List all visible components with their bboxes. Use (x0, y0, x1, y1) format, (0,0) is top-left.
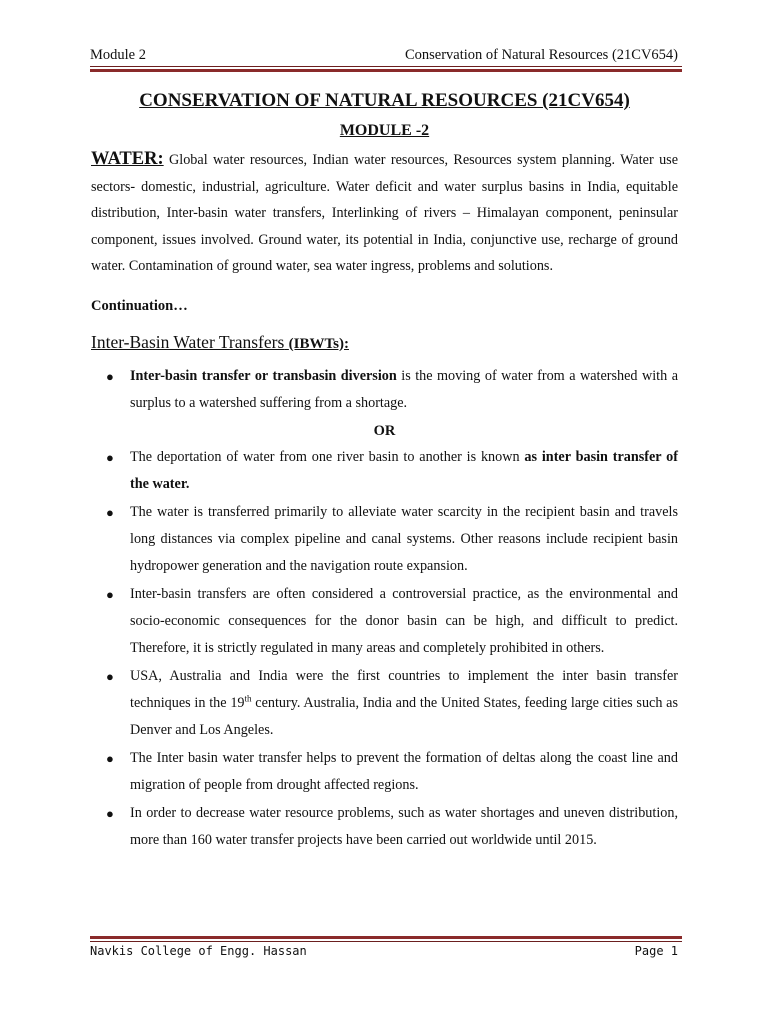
list-item (91, 581, 678, 662)
bullet-list (91, 363, 678, 854)
bullet-bold: as inter basin transfer of the water. (130, 448, 678, 492)
bullet-icon: ● (106, 750, 114, 766)
bullet-text: The deportation of water from one river basin to another is known (130, 448, 525, 465)
bullet-icon: ● (106, 805, 114, 821)
header-course: Conservation of Natural Resources (21CV654) (404, 47, 678, 63)
bullet-text: century. Australia, India and the United States, feeding large cities such as Denver and Los Angeles. (130, 694, 679, 738)
list-item (91, 444, 678, 498)
page-number: Page 1 (634, 944, 678, 958)
list-item (91, 800, 678, 854)
list-item (91, 499, 678, 580)
section-heading-text: Inter-Basin Water Transfers (91, 331, 285, 352)
bullet-text: The water is transferred primarily to alleviate water scarcity in the recipient basin and travels long distances via complex pipeline and canal systems. Other reasons include recipient basin hydropower generation and the navigation route expansion. (130, 503, 678, 574)
bullet-text: USA, Australia and India were the first countries to implement the inter basin transfer techniques in the 19 (130, 667, 678, 711)
bullet-icon: ● (106, 449, 114, 465)
bullet-bold: Inter-basin transfer or transbasin diversion (130, 367, 397, 384)
document-title: CONSERVATION OF NATURAL RESOURCES (21CV654) (139, 90, 630, 111)
list-item (91, 363, 678, 417)
header-rule (90, 66, 682, 72)
bullet-icon: ● (106, 586, 114, 602)
bullet-text: Inter-basin transfers are often considered a controversial practice, as the environmental and socio-economic consequences for the donor basin can be high, and difficult to predict. Therefore, it is strictly regulated in many areas and completely prohibited in others. (130, 585, 678, 656)
module-subtitle: MODULE -2 (339, 122, 430, 139)
page-header (90, 47, 678, 64)
page-footer (90, 944, 678, 958)
section-heading (91, 332, 678, 353)
syllabus-paragraph (91, 146, 678, 280)
bullet-icon: ● (106, 368, 114, 384)
list-item (91, 745, 678, 799)
ordinal-superscript: th (244, 692, 252, 703)
list-item (91, 663, 678, 744)
bullet-icon: ● (106, 504, 114, 520)
continuation-label: Continuation… (91, 297, 188, 314)
syllabus-text: Global water resources, Indian water resources, Resources system planning. Water use sectors- domestic, industrial, agriculture. Water deficit and water surplus basins in India, equitable distribution, Inter-basin water transfers, Interlinking of rivers – Himalayan component, peninsular component, issues involved. Ground water, its potential in India, conjunctive use, recharge of ground water. Contamination of ground water, sea water ingress, problems and solutions. (91, 152, 678, 274)
water-lead: WATER: (91, 149, 164, 169)
or-separator: OR (373, 422, 396, 439)
footer-college: Navkis College of Engg. Hassan (90, 944, 307, 958)
header-module: Module 2 (90, 47, 146, 63)
bullet-text: is the moving of water from a watershed with a surplus to a watershed suffering from a shortage. (130, 367, 678, 411)
bullet-icon: ● (106, 668, 114, 684)
section-heading-abbrev: (IBWTs): (288, 335, 349, 352)
bullet-text: In order to decrease water resource problems, such as water shortages and uneven distribution, more than 160 water transfer projects have been carried out worldwide until 2015. (130, 804, 678, 848)
footer-rule (90, 936, 682, 942)
page-content (91, 90, 678, 855)
bullet-text: The Inter basin water transfer helps to prevent the formation of deltas along the coast line and migration of people from drought affected regions. (130, 749, 678, 793)
